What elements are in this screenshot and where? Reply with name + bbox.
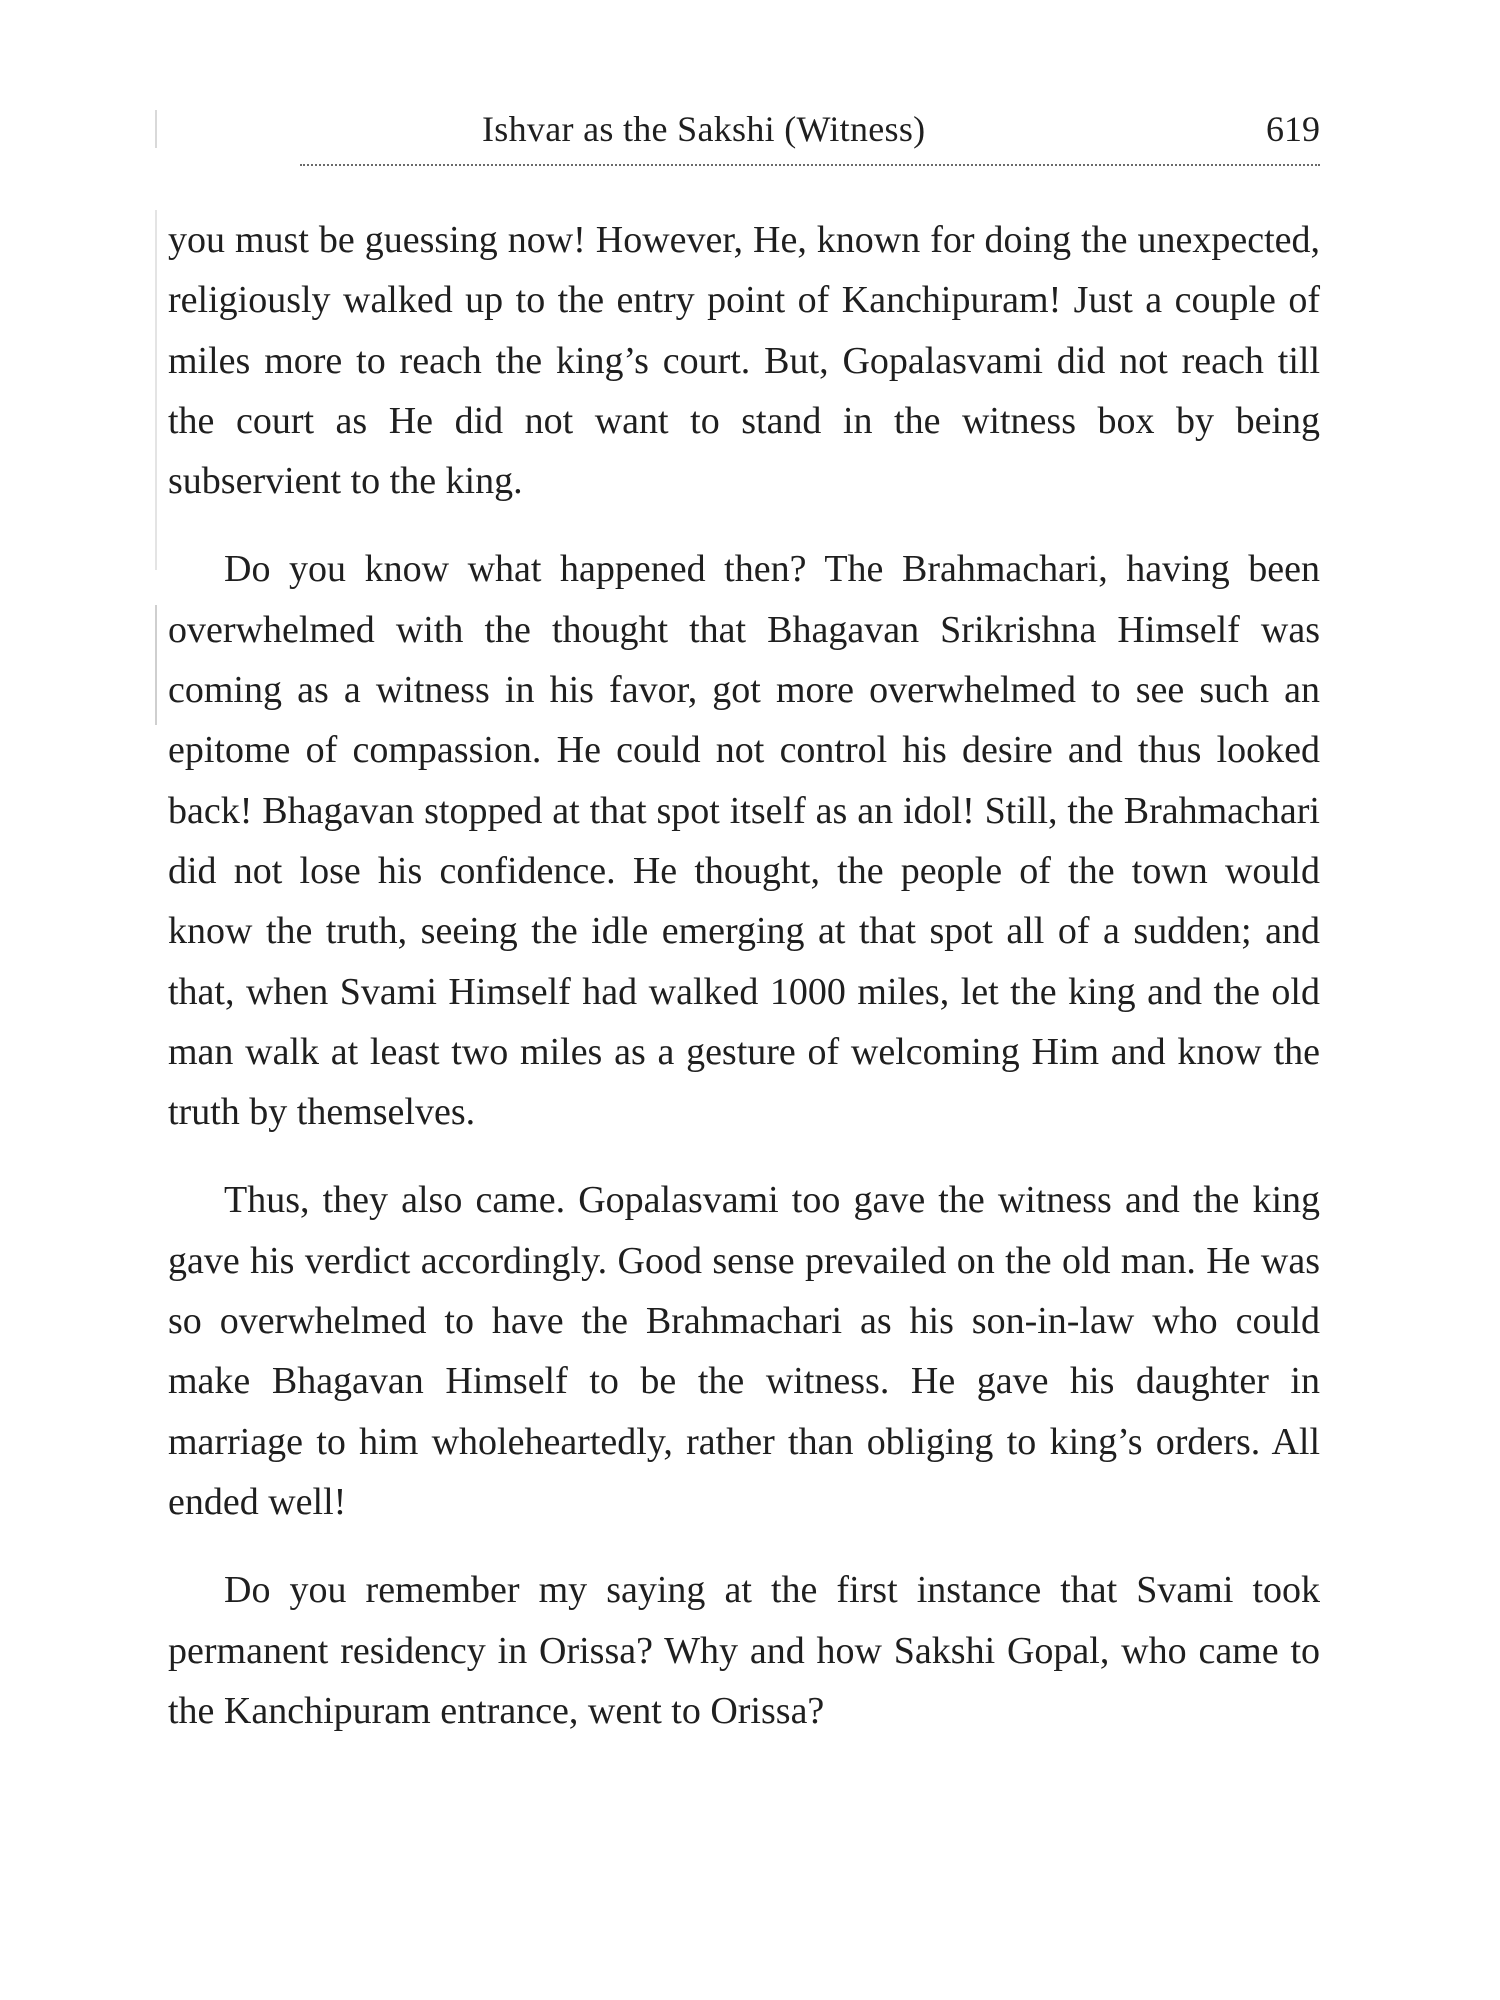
page-number: 619	[1266, 109, 1320, 149]
paragraph-1: you must be guessing now! However, He, known for doing the unexpected, religiously walked up to the entry point of Kanchipuram! Just a couple of miles more to reach the king’s court. But, Gopalasvami did not reach till the court as He did not want to stand in the witness box by being subservient to the king.	[168, 219, 1320, 503]
running-header	[300, 108, 1320, 166]
paragraph-3: Thus, they also came. Gopalasvami too gave the witness and the king gave his verdict accordingly. Good sense prevailed on the old man. He was so overwhelmed to have the Brahmachari as his son-in-law who could make Bhagavan Himself to be the witness. He gave his daughter in marriage to him wholeheartedly, rather than obliging to king’s orders. All ended well!	[168, 1179, 1320, 1523]
body-text	[168, 210, 1320, 1769]
gutter-shadow	[155, 110, 157, 148]
gutter-shadow	[155, 605, 157, 725]
paragraph-4: Do you remember my saying at the first instance that Svami took permanent residency in Orissa? Why and how Sakshi Gopal, who came to the Kanchipuram entrance, went to Orissa?	[168, 1569, 1320, 1732]
gutter-shadow	[155, 210, 157, 570]
chapter-title: Ishvar as the Sakshi (Witness)	[482, 109, 926, 149]
paragraph-2: Do you know what happened then? The Brahmachari, having been overwhelmed with the thought that Bhagavan Srikrishna Himself was coming as a witness in his favor, got more overwhelmed to see such an epitome of compassion. He could not control his desire and thus looked back! Bhagavan stopped at that spot itself as an idol! Still, the Brahmachari did not lose his confidence. He thought, the people of the town would know the truth, seeing the idle emerging at that spot all of a sudden; and that, when Svami Himself had walked 1000 miles, let the king and the old man walk at least two miles as a gesture of welcoming Him and know the truth by themselves.	[168, 548, 1320, 1134]
